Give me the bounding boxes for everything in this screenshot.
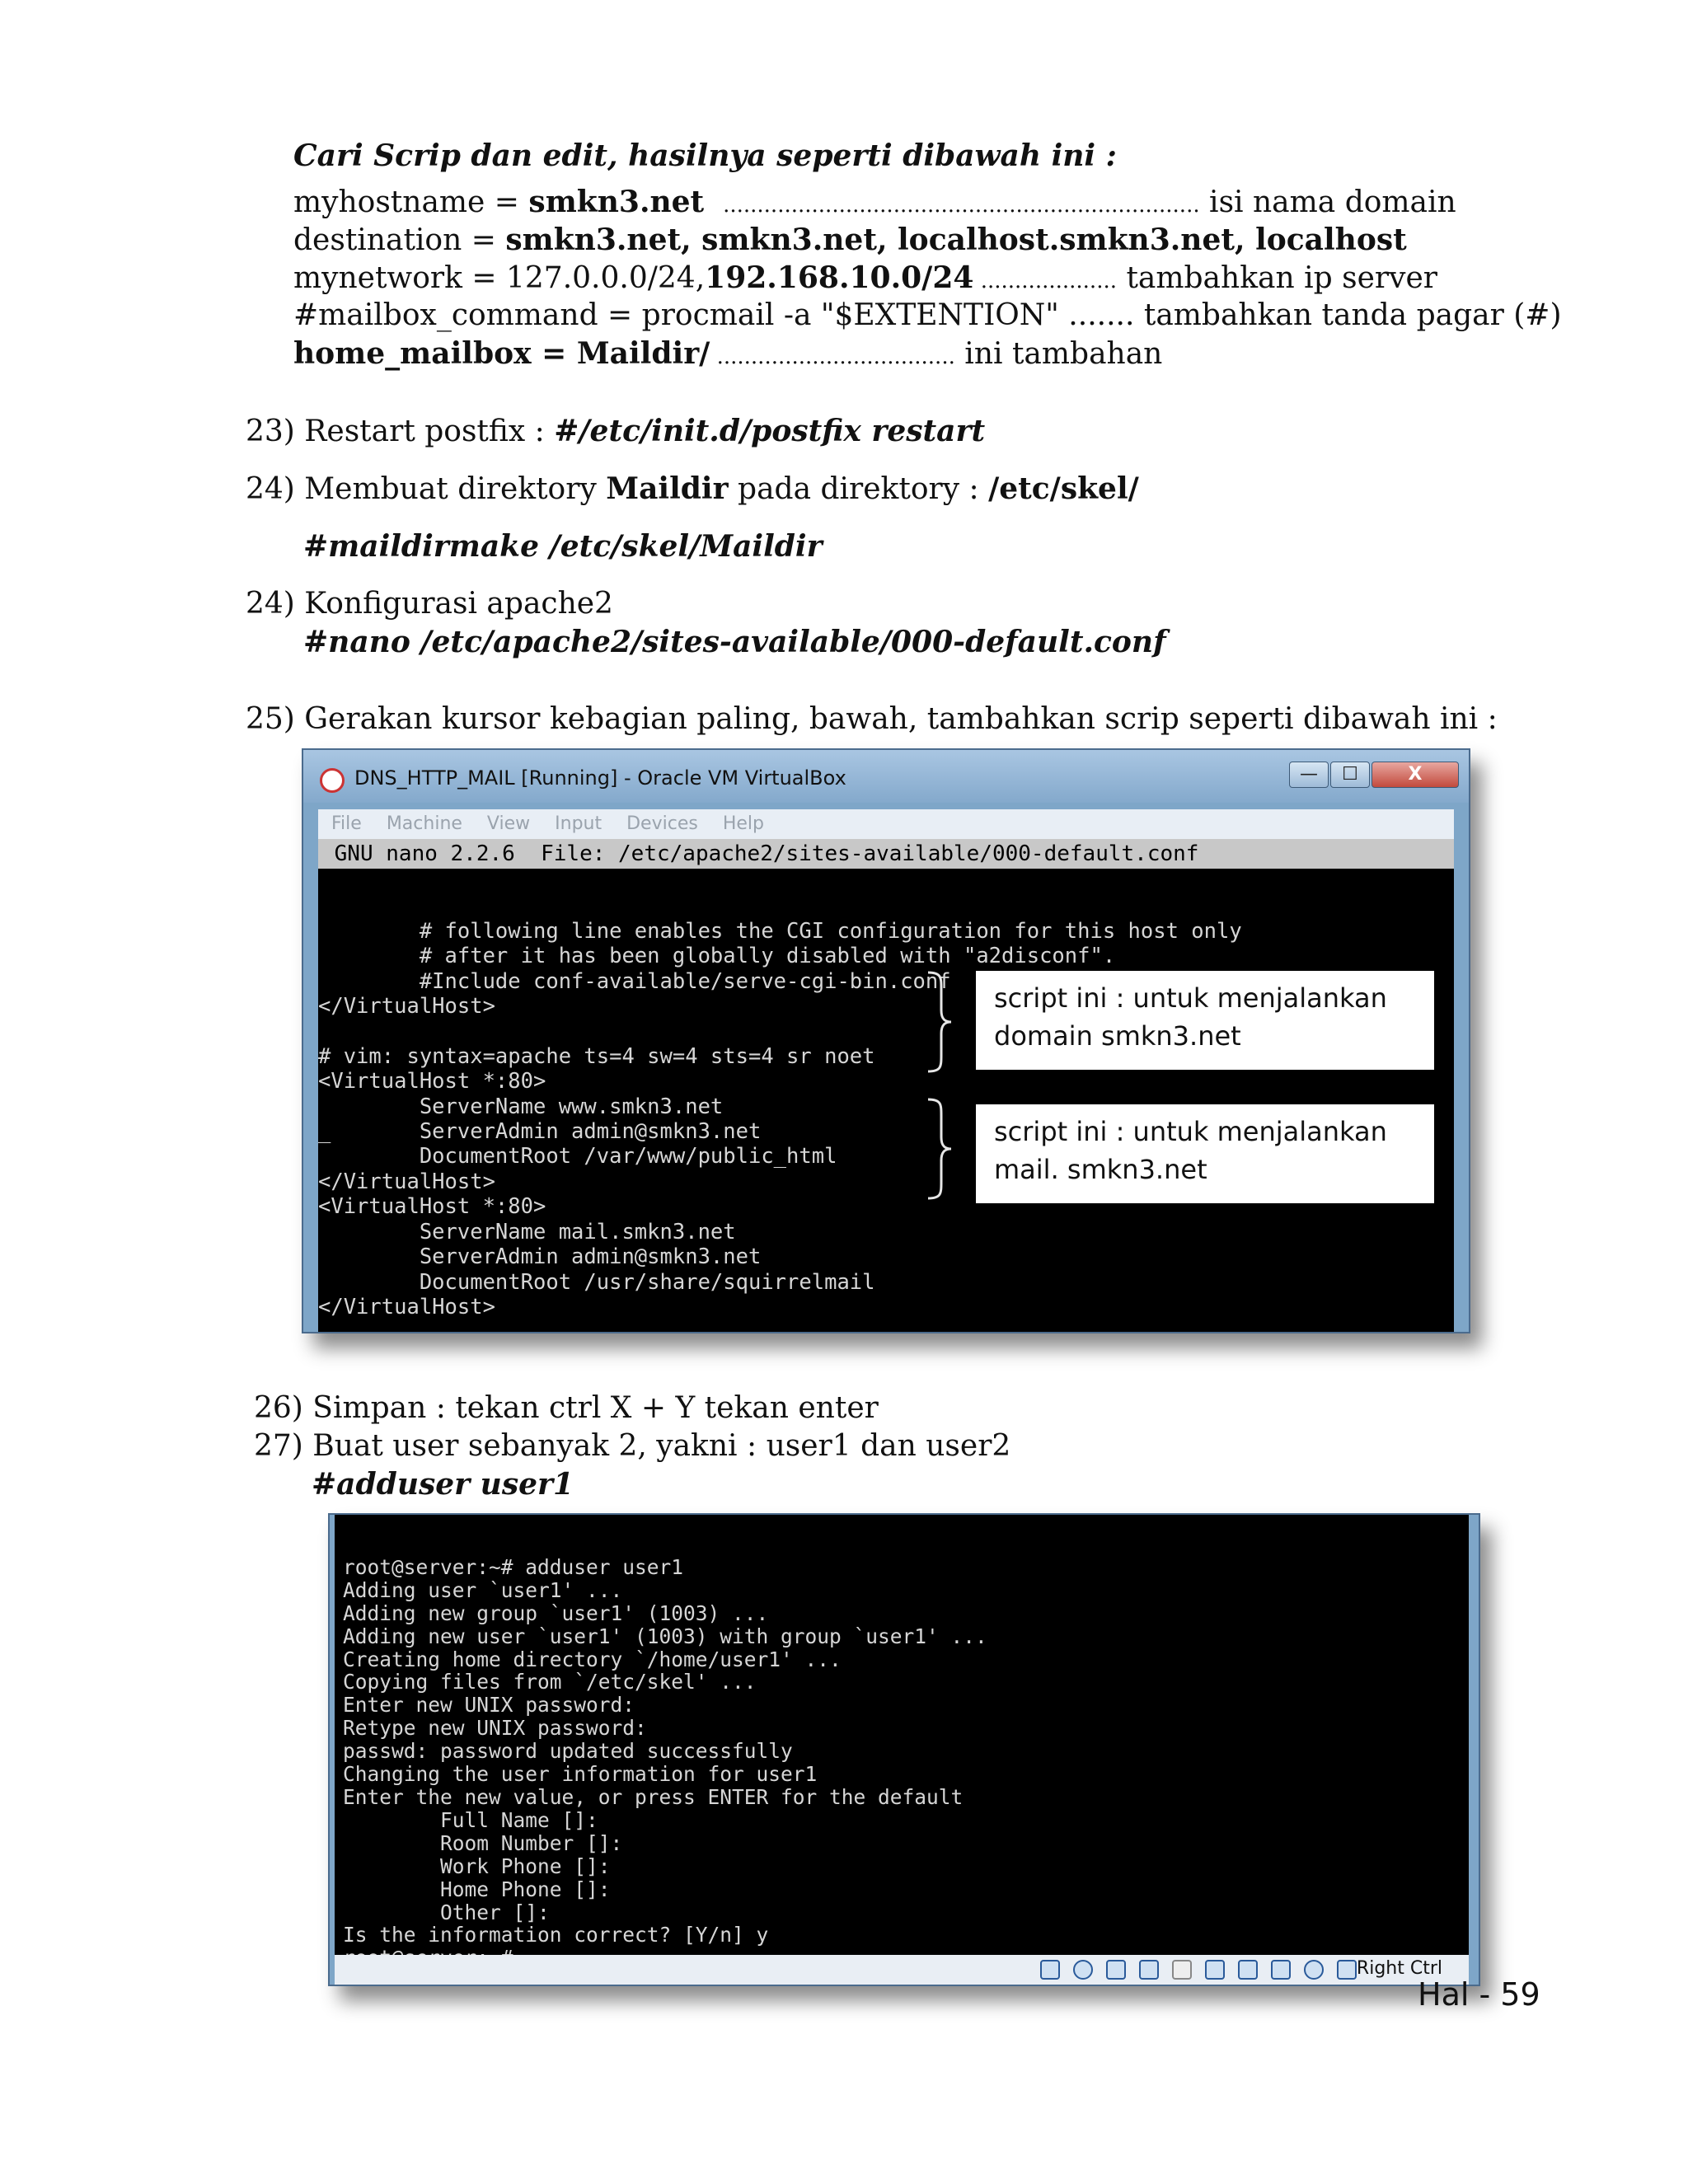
brace-icon: [925, 971, 954, 1073]
config-myhostname: [293, 183, 1456, 224]
maximize-button[interactable]: ☐: [1330, 762, 1370, 788]
mynetwork-key: mynetwork = 127.0.0.0/24,: [293, 261, 706, 295]
vm-menubar: [318, 809, 1454, 839]
callout-mail-line2: mail. smkn3.net: [994, 1154, 1207, 1185]
section-heading: Cari Scrip dan edit, hasilnya seperti dibawah ini :: [293, 138, 1117, 173]
step-23-label: 23) Restart postfix :: [246, 415, 555, 448]
virtualbox-icon: [320, 768, 345, 793]
folder-icon[interactable]: [1172, 1960, 1192, 1980]
step-25-label: 25) Gerakan kursor kebagian paling, bawah, tambahkan scrip seperti dibawah ini :: [246, 702, 1498, 736]
nano-editor-text[interactable]: [318, 869, 1242, 1319]
myhostname-note: isi nama domain: [1199, 185, 1456, 219]
myhostname-dots: ......................................................................: [723, 193, 1200, 218]
term-line: </VirtualHost>: [318, 994, 495, 1019]
vm-screen[interactable]: [335, 1515, 1469, 1955]
video-icon[interactable]: [1271, 1960, 1291, 1980]
term-line: passwd: password updated successfully: [343, 1739, 793, 1764]
term-line: #Include conf-available/serve-cgi-bin.conf: [318, 968, 951, 994]
term-line: Retype new UNIX password:: [343, 1716, 647, 1741]
term-line: Creating home directory `/home/user1' ...: [343, 1647, 842, 1671]
term-line: Adding new group `user1' (1003) ...: [343, 1601, 769, 1625]
display-icon[interactable]: [1205, 1960, 1225, 1980]
term-line: Adding new user `user1' (1003) with group `user1' ...: [343, 1624, 987, 1648]
home-mailbox-dots: ...................................: [710, 344, 955, 369]
term-line: Is the information correct? [Y/n] y: [343, 1923, 769, 1947]
term-line: Other []:: [343, 1900, 550, 1924]
term-line: root@server:~# adduser user1: [343, 1554, 684, 1579]
step-27-label: 27) Buat user sebanyak 2, yakni : user1 dan user2: [254, 1429, 1011, 1463]
hdd-icon[interactable]: [1040, 1960, 1060, 1980]
term-line: Enter the new value, or press ENTER for the default: [343, 1784, 964, 1809]
menu-devices[interactable]: Devices: [626, 813, 698, 834]
cd-icon[interactable]: [1073, 1960, 1093, 1980]
term-line: </VirtualHost>: [318, 1169, 495, 1194]
network-icon[interactable]: [1106, 1960, 1126, 1980]
shared-icon[interactable]: [1238, 1960, 1258, 1980]
step-24a-bold: Maildir: [606, 471, 729, 506]
step-24a-path: /etc/skel/: [988, 471, 1139, 506]
step-23-command: #/etc/init.d/postfix restart: [554, 414, 986, 448]
close-button[interactable]: X: [1372, 762, 1459, 788]
step-24a-label: 24) Membuat direktory: [246, 472, 607, 506]
page-number: Hal - 59: [1418, 1976, 1540, 2013]
mynetwork-dots: ....................: [973, 269, 1117, 293]
menu-machine[interactable]: Machine: [386, 813, 462, 834]
arrow-down-icon[interactable]: [1337, 1960, 1357, 1980]
step-27-command: #adduser user1: [312, 1467, 574, 1502]
term-line: Home Phone []:: [343, 1877, 611, 1901]
callout-domain: [976, 971, 1434, 1070]
config-mailbox-command: #mailbox_command = procmail -a "$EXTENTION" ....... tambahkan tanda pagar (#): [293, 298, 1562, 332]
callout-domain-line1: script ini : untuk menjalankan: [994, 982, 1387, 1014]
step-24b-label: 24) Konfigurasi apache2: [246, 587, 613, 621]
callout-mail-line1: script ini : untuk menjalankan: [994, 1116, 1387, 1147]
home-mailbox-value: home_mailbox = Maildir/: [293, 336, 710, 371]
term-line: # following line enables the CGI configuration for this host only: [318, 918, 1242, 944]
term-line: Copying files from `/etc/skel' ...: [343, 1670, 757, 1694]
step-24a-command: #maildirmake /etc/skel/Maildir: [303, 529, 823, 564]
term-line: Full Name []:: [343, 1807, 598, 1832]
destination-key: destination =: [293, 223, 506, 257]
menu-view[interactable]: View: [486, 813, 531, 834]
settings-icon[interactable]: [1304, 1960, 1324, 1980]
menu-help[interactable]: Help: [722, 813, 764, 834]
term-line: Changing the user information for user1: [343, 1762, 818, 1787]
config-destination: [293, 221, 1407, 260]
virtualbox-window-adduser: [328, 1513, 1480, 1986]
term-line: Enter new UNIX password:: [343, 1693, 635, 1718]
step-24a-mid: pada direktory :: [728, 472, 989, 506]
destination-value: smkn3.net, smkn3.net, localhost.smkn3.net, localhost: [505, 223, 1407, 257]
minimize-button[interactable]: —: [1289, 762, 1329, 788]
nano-header: GNU nano 2.2.6 File: /etc/apache2/sites-available/000-default.conf: [318, 839, 1454, 869]
mynetwork-note: tambahkan ip server: [1117, 261, 1437, 295]
term-line: Room Number []:: [343, 1830, 623, 1855]
callout-mail: [976, 1104, 1434, 1203]
step-24a: [246, 470, 1139, 509]
window-titlebar: [303, 750, 1469, 803]
term-line: ServerAdmin admin@smkn3.net: [318, 1244, 762, 1270]
term-line: <VirtualHost *:80>: [318, 1194, 546, 1220]
term-line: _ ServerAdmin admin@smkn3.net: [318, 1119, 762, 1145]
term-line: </VirtualHost>: [318, 1294, 495, 1319]
mynetwork-value: 192.168.10.0/24: [705, 260, 974, 295]
vm-screen[interactable]: [318, 839, 1454, 1332]
term-line: # after it has been globally disabled with "a2disconf".: [318, 944, 1116, 969]
term-line: DocumentRoot /var/www/public_html: [318, 1144, 837, 1169]
menu-file[interactable]: File: [331, 813, 362, 834]
virtualbox-window-nano: [302, 748, 1470, 1333]
term-line: <VirtualHost *:80>: [318, 1069, 546, 1094]
window-title: DNS_HTTP_MAIL [Running] - Oracle VM VirtualBox: [354, 766, 846, 790]
term-line: # vim: syntax=apache ts=4 sw=4 sts=4 sr noet: [318, 1043, 875, 1069]
term-line: Work Phone []:: [343, 1854, 611, 1878]
myhostname-value: smkn3.net: [528, 185, 705, 219]
callout-domain-line2: domain smkn3.net: [994, 1020, 1241, 1052]
terminal-output[interactable]: [343, 1533, 987, 1970]
term-line: Adding user `user1' ...: [343, 1577, 623, 1602]
step-24b-command: #nano /etc/apache2/sites-available/000-default.conf: [303, 625, 1166, 659]
step-23: [246, 412, 985, 451]
step-26-label: 26) Simpan : tekan ctrl X + Y tekan enter: [254, 1391, 879, 1425]
host-key-label: Right Ctrl: [1356, 1958, 1442, 1979]
usb-icon[interactable]: [1139, 1960, 1159, 1980]
term-line: ServerName mail.smkn3.net: [318, 1219, 736, 1244]
config-mynetwork: [293, 259, 1437, 300]
menu-input[interactable]: Input: [555, 813, 603, 834]
myhostname-key: myhostname =: [293, 185, 529, 219]
term-line: ServerName www.smkn3.net: [318, 1094, 724, 1119]
term-line: DocumentRoot /usr/share/squirrelmail: [318, 1269, 875, 1295]
vm-statusbar: [335, 1955, 1469, 1985]
brace-icon: [925, 1098, 954, 1200]
config-home-mailbox: [293, 335, 1162, 376]
home-mailbox-note: ini tambahan: [954, 337, 1163, 371]
